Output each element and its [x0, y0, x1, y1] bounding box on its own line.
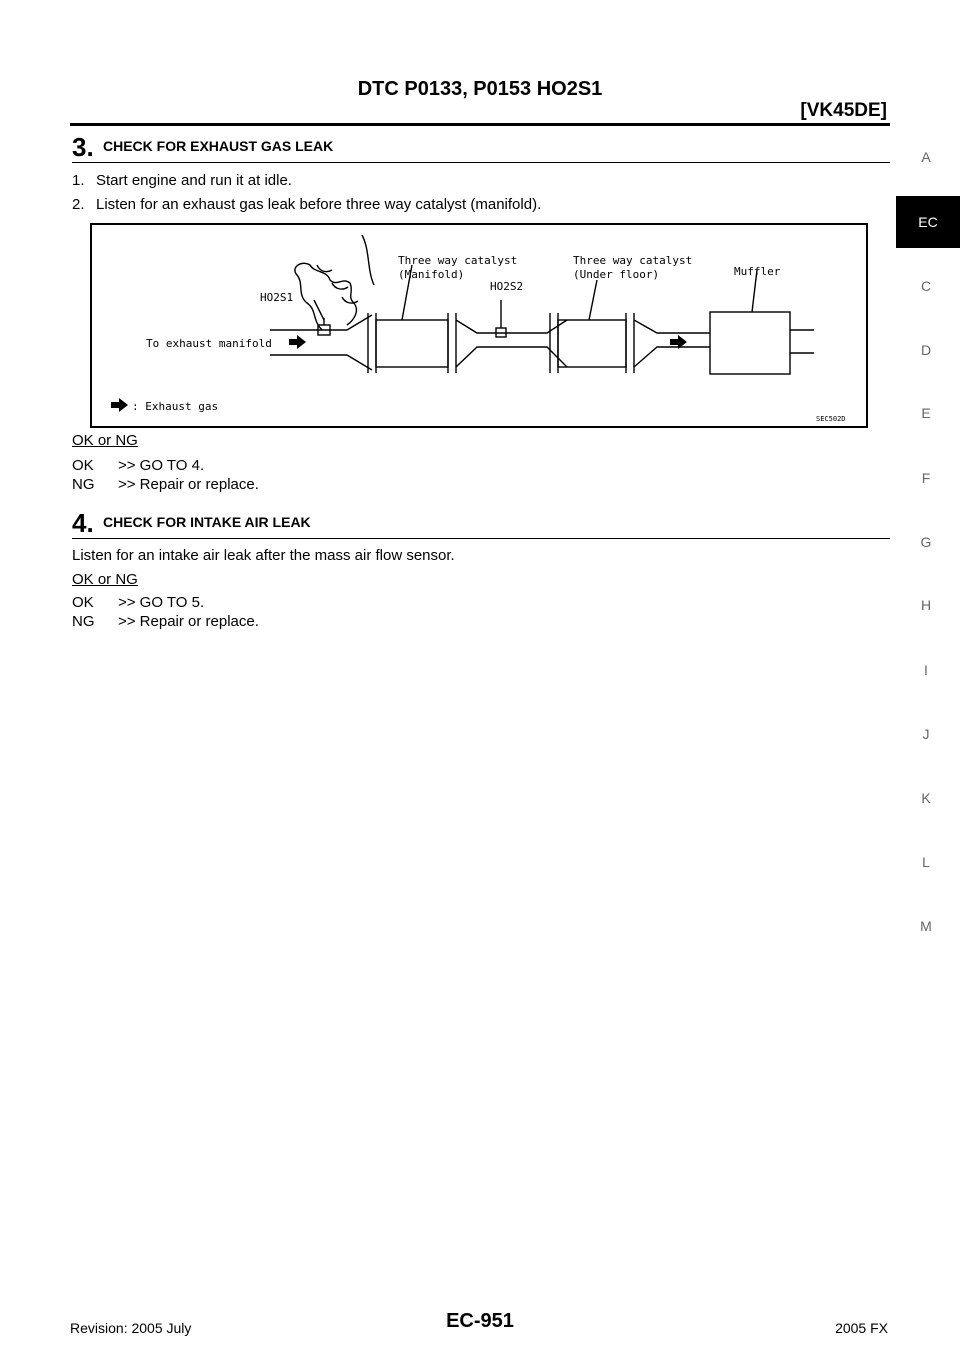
index-tab-h[interactable]: H: [920, 597, 932, 613]
index-tab-ec[interactable]: EC: [896, 196, 960, 248]
footer-model: 2005 FX: [835, 1320, 888, 1336]
legend-arrow-icon: [111, 398, 128, 412]
index-tab-k[interactable]: K: [921, 790, 931, 806]
index-tab-c[interactable]: C: [920, 278, 932, 294]
section-number: 3.: [72, 132, 94, 162]
header-rule: [70, 123, 890, 126]
step-text: Start engine and run it at idle.: [96, 172, 292, 189]
response-ok: [72, 457, 204, 474]
index-tab-f[interactable]: F: [921, 470, 931, 486]
footer-revision: Revision: 2005 July: [70, 1320, 192, 1336]
engine-code: [VK45DE]: [800, 100, 887, 121]
step-1: [72, 172, 292, 189]
figure-code: SEC502D: [816, 415, 846, 423]
section-title: CHECK FOR INTAKE AIR LEAK: [103, 514, 311, 530]
index-tab-g[interactable]: G: [920, 534, 932, 550]
response-action: >> GO TO 4.: [118, 457, 205, 474]
ok-or-ng-label: OK or NG: [72, 571, 138, 588]
index-tab-e[interactable]: E: [921, 405, 931, 421]
index-tab-l[interactable]: L: [922, 854, 930, 870]
legend-exhaust-gas: : Exhaust gas: [132, 400, 219, 413]
response-ng: [72, 476, 259, 493]
index-tab-a[interactable]: A: [921, 149, 931, 165]
step-text: Listen for an exhaust gas leak before three way catalyst (manifold).: [96, 196, 542, 213]
label-muffler: Muffler: [734, 265, 781, 278]
label-twc-underfloor: Three way catalyst: [573, 254, 693, 267]
step-2: [72, 196, 541, 213]
index-tab-j[interactable]: J: [922, 726, 930, 742]
response-action: >> Repair or replace.: [118, 613, 259, 630]
response-code: OK: [72, 457, 94, 474]
response-action: >> GO TO 5.: [118, 594, 205, 611]
exhaust-smoke: [295, 263, 357, 330]
step-number: 2.: [72, 196, 85, 213]
flow-arrow-icon: [289, 335, 306, 349]
section-4-heading: [72, 510, 890, 539]
index-tab-d[interactable]: D: [920, 342, 932, 358]
section-number: 4.: [72, 508, 94, 538]
response-code: NG: [72, 613, 95, 630]
label-twc-manifold: Three way catalyst: [398, 254, 518, 267]
label-twc-underfloor-sub: (Under floor): [573, 268, 660, 281]
footer-page-number: EC-951: [446, 1310, 514, 1332]
response-ok: [72, 594, 204, 611]
label-to-exhaust-manifold: To exhaust manifold: [146, 337, 272, 350]
page-title: DTC P0133, P0153 HO2S1: [357, 78, 603, 100]
response-code: NG: [72, 476, 95, 493]
section-4-text: Listen for an intake air leak after the mass air flow sensor.: [72, 547, 455, 564]
label-ho2s2: HO2S2: [490, 280, 524, 293]
exhaust-diagram-svg: [92, 225, 866, 426]
response-code: OK: [72, 594, 94, 611]
section-3-heading: [72, 134, 890, 163]
label-twc-manifold-sub: (Manifold): [398, 268, 465, 281]
label-ho2s1: HO2S1: [260, 291, 294, 304]
muffler: [710, 312, 790, 374]
response-ng: [72, 613, 259, 630]
ok-or-ng-label: OK or NG: [72, 432, 138, 449]
exhaust-system-diagram: [90, 223, 868, 428]
response-action: >> Repair or replace.: [118, 476, 259, 493]
index-tab-m[interactable]: M: [920, 918, 932, 934]
manifold-catalyst: [376, 320, 448, 367]
underfloor-catalyst: [558, 320, 626, 367]
index-tab-i[interactable]: I: [924, 662, 928, 678]
section-title: CHECK FOR EXHAUST GAS LEAK: [103, 138, 334, 154]
step-number: 1.: [72, 172, 85, 189]
